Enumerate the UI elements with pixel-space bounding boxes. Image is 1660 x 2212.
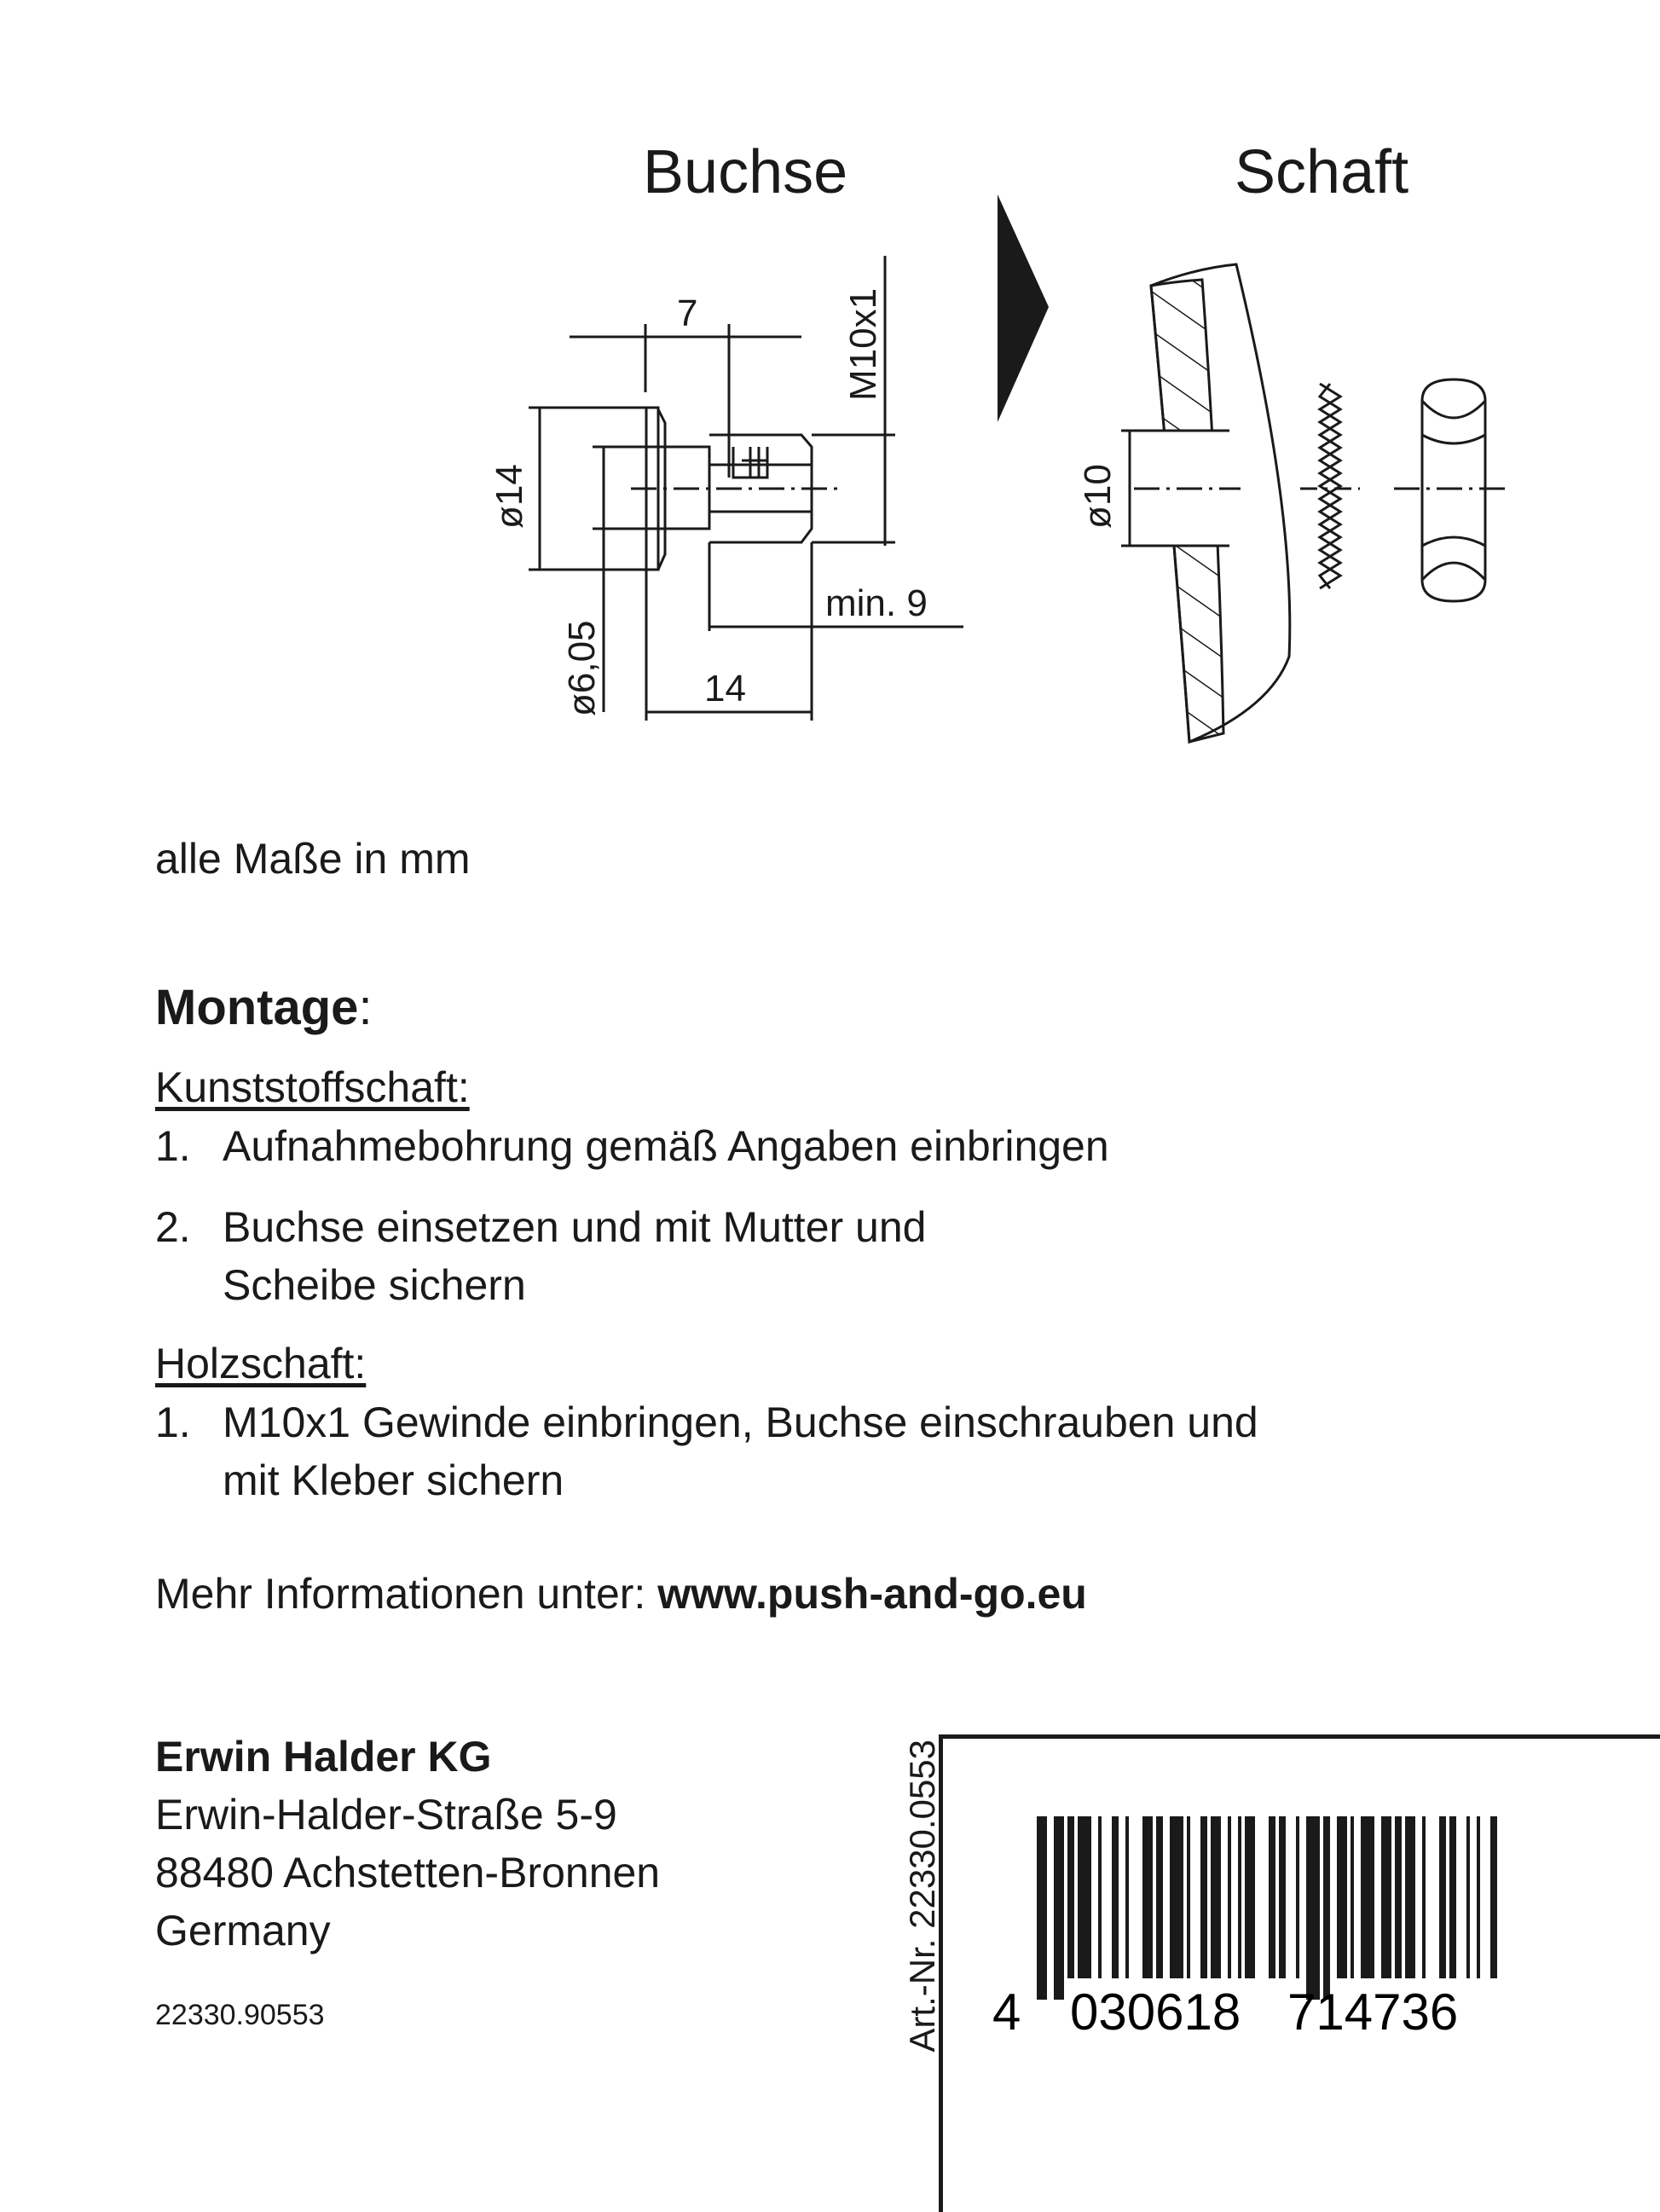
barcode-bar	[1279, 1816, 1286, 1978]
barcode-digit-first: 4	[992, 1983, 1021, 2038]
barcode-bar	[1037, 1816, 1047, 2000]
barcode-bars	[1037, 1816, 1497, 2000]
company-city: 88480 Achstetten-Bronnen	[155, 1849, 661, 1896]
barcode-bar	[1296, 1816, 1299, 1978]
step-text: mit Kleber sichern	[223, 1456, 564, 1504]
holzschaft-title: Holzschaft:	[155, 1340, 367, 1387]
barcode-bar	[1337, 1816, 1347, 1978]
barcode-bar	[1405, 1816, 1415, 1978]
barcode-bar	[1112, 1816, 1119, 1978]
barcode-bar	[1156, 1816, 1163, 1978]
barcode-bar	[1098, 1816, 1102, 1978]
step-text: Scheibe sichern	[223, 1261, 526, 1309]
barcode-bar	[1490, 1816, 1497, 1978]
barcode-bar	[1306, 1816, 1320, 2000]
barcode-bar	[1125, 1816, 1129, 1978]
company-name: Erwin Halder KG	[155, 1733, 492, 1781]
montage-heading	[155, 979, 373, 1036]
barcode-bar	[1422, 1816, 1426, 1978]
barcode-bar	[1466, 1816, 1470, 1978]
drawing-title-schaft: Schaft	[1235, 138, 1409, 206]
dim-7: 7	[677, 292, 698, 334]
arrow-icon	[998, 194, 1049, 422]
barcode-bar	[1323, 1816, 1330, 2000]
step-text: Buchse einsetzen und mit Mutter und	[223, 1203, 927, 1251]
barcode-group-right: 714736	[1287, 1983, 1459, 2038]
step-number: 1.	[155, 1398, 191, 1446]
barcode-bar	[1054, 1816, 1064, 2000]
step-text: M10x1 Gewinde einbringen, Buchse einschrauben und	[223, 1398, 1258, 1446]
article-number	[868, 1740, 942, 2098]
company-block	[155, 1728, 660, 1960]
barcode-bar	[1200, 1816, 1207, 1978]
barcode-bar	[1477, 1816, 1480, 1978]
kunststoffschaft-title: Kunststoffschaft:	[155, 1063, 470, 1111]
website-link[interactable]: www.push-and-go.eu	[657, 1570, 1087, 1618]
company-street: Erwin-Halder-Straße 5-9	[155, 1791, 617, 1839]
dim-d14: ø14	[489, 464, 530, 529]
barcode-group-left: 030618	[1070, 1983, 1241, 2038]
barcode-bar	[1269, 1816, 1275, 1978]
barcode-bar	[1238, 1816, 1241, 1978]
more-info	[155, 1567, 1087, 1621]
company-country: Germany	[155, 1907, 331, 1954]
article-number-text: Art.-Nr. 22330.0553	[902, 1740, 942, 2053]
barcode	[989, 1816, 1501, 2038]
barcode-bar	[1211, 1816, 1221, 1978]
barcode-bar	[1361, 1816, 1374, 1978]
step-text: Aufnahmebohrung gemäß Angaben einbringen	[223, 1122, 1109, 1170]
dim-d605: ø6,05	[561, 620, 603, 716]
more-info-prefix: Mehr Informationen unter:	[155, 1570, 658, 1618]
company-code: 22330.90553	[155, 1999, 325, 2031]
barcode-bar	[1078, 1816, 1091, 1978]
barcode-bar	[1381, 1816, 1391, 1978]
barcode-bar	[1245, 1816, 1255, 1978]
step-number: 1.	[155, 1122, 191, 1170]
dim-14: 14	[704, 668, 746, 709]
barcode-bar	[1439, 1816, 1446, 1978]
barcode-bar	[1449, 1816, 1456, 1978]
barcode-bar	[1187, 1816, 1190, 1978]
barcode-bar	[1142, 1816, 1153, 1978]
schaft-part	[1121, 264, 1509, 742]
dim-d10: ø10	[1077, 464, 1119, 529]
montage-heading-colon: :	[358, 980, 373, 1035]
units-note: alle Maße in mm	[155, 835, 471, 883]
barcode-bar	[1395, 1816, 1402, 1978]
barcode-bar	[1067, 1816, 1074, 1978]
montage-heading-text: Montage	[155, 980, 359, 1035]
technical-drawing	[0, 0, 1660, 819]
step-number: 2.	[155, 1203, 191, 1251]
drawing-title-buchse: Buchse	[643, 138, 848, 206]
dim-min9: min. 9	[825, 582, 928, 624]
barcode-bar	[1228, 1816, 1231, 1978]
barcode-bar	[1351, 1816, 1354, 1978]
barcode-bar	[1170, 1816, 1183, 1978]
dim-thread: M10x1	[842, 287, 884, 401]
